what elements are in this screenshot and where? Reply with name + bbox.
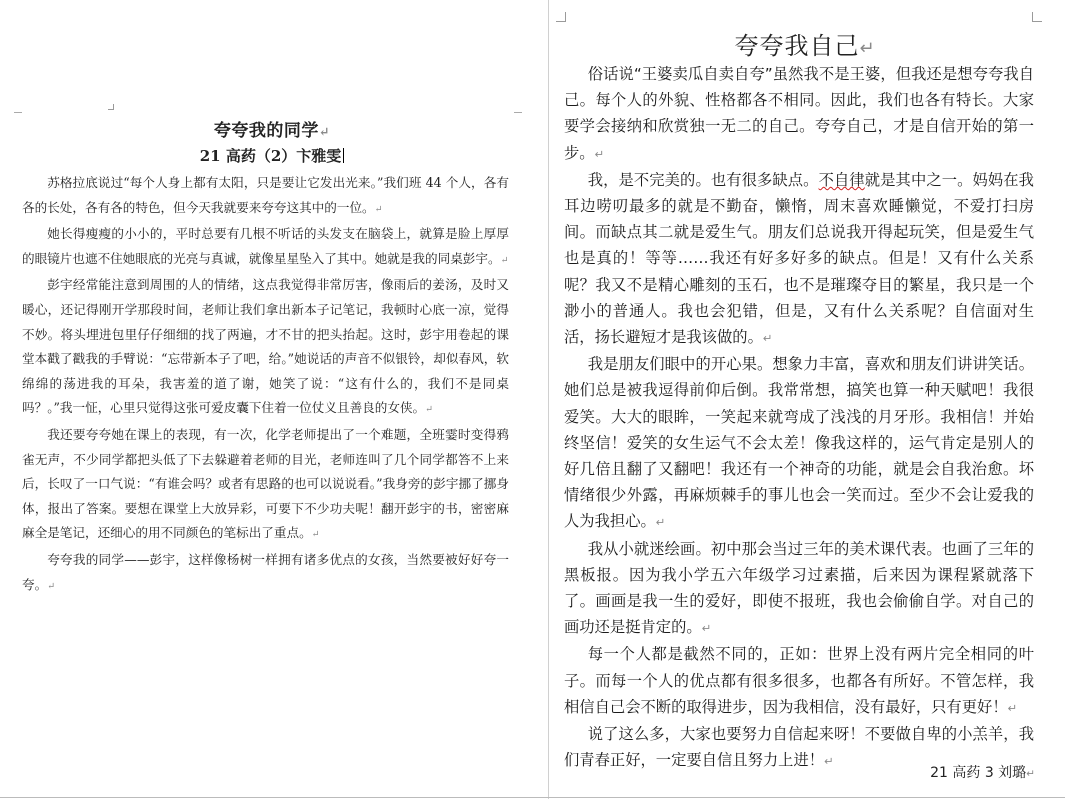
left-paragraph[interactable]: 苏格拉底说过“每个人身上都有太阳，只是要让它发出光来。”我们班 44 个人，各有各的长处，各有各的特色，但今天我就要来夸夸这其中的一位。↵ [22,175,509,215]
left-paragraph[interactable]: 彭宇经常能注意到周围的人的情绪，这点我觉得非常厉害，像雨后的姜汤，及时又暖心，还记得刚开学那段时间，老师让我们拿出新本子记笔记，我顿时心底一凉，觉得不妙。将头埋进包里仔仔细细的找了两遍，才不甘的把头抬起。这时，彭宇用卷起的课堂本戳了戳我的手臂说：“忘带新本子了吧，给。”她说话的声音不似银铃，却似春风，软绵绵的荡进我的耳朵，我害羞的道了谢，她笑了说：“这有什么的，我们不是同桌吗？。”我一怔，心里只觉得这张可爱皮囊下住着一位仗义且善良的女侠。↵ [22,277,509,416]
paragraph-mark: ↵ [47,580,56,592]
crop-mark-right-page-top-right [1032,12,1042,22]
left-paragraph[interactable]: 她长得瘦瘦的小小的，平时总要有几根不听话的头发支在脑袋上，就算是脸上厚厚的眼镜片也遮不住她眼底的光亮与真诚，就像星星坠入了其中。她就是我的同桌彭宇。↵ [22,226,509,266]
paragraph-mark: ↵ [500,254,509,266]
right-paragraph[interactable]: 俗话说“王婆卖瓜自卖自夸”虽然我不是王婆，但我还是想夸夸我自己。每个人的外貌、性格都各不相同。因此，我们也各有特长。大家要学会接纳和欣赏独一无二的自己。夸夸自己，才是自信开始的第一步。↵ [564,65,1034,162]
paragraph-mark: ↵ [859,38,876,59]
right-doc-title[interactable]: 夸夸我自己↵ [734,32,876,60]
paragraph-mark: ↵ [594,146,605,161]
paragraph-mark: ↵ [655,515,666,530]
crop-mark-right-page-top-left [556,12,566,22]
paragraph-mark: ↵ [311,529,320,541]
right-paragraph[interactable]: 我是朋友们眼中的开心果。想象力丰富，喜欢和朋友们讲讲笑话。她们总是被我逗得前仰后倒。我常常想，搞笑也算一种天赋吧！我很爱笑。大大的眼眸，一笑起来就弯成了浅浅的月牙形。我相信！并始终坚信！爱笑的女生运气不会太差！像我这样的，运气肯定是别人的好几倍且翻了又翻吧！我还有一个神奇的功能，就是会自我治愈。坏情绪很少外露，再麻烦棘手的事儿也会一笑而过。至少不会让爱我的人为我担心。↵ [564,355,1034,531]
crop-mark-left-page-top-left [14,112,22,113]
left-paragraph[interactable]: 夸夸我的同学——彭宇，这样像杨树一样拥有诸多优点的女孩，当然要被好好夸一夸。↵ [22,551,509,592]
crop-mark-left-page-top-center [108,104,114,110]
paragraph-mark: ↵ [824,754,834,769]
left-doc-author[interactable]: 21 高药（2）卞雅雯 [22,145,522,166]
crop-mark-left-page-top-right [514,112,522,113]
right-paragraph[interactable]: 说了这么多，大家也要努力自信起来呀！不要做自卑的小羔羊，我们青春正好，一定要自信且努力上进！↵ [564,725,1034,770]
paragraph-mark: ↵ [701,621,712,636]
paragraph-mark: ↵ [425,404,434,416]
left-doc-body[interactable] [22,171,509,599]
paragraph-mark: ↵ [318,125,331,140]
paragraph-mark: ↵ [1007,700,1018,715]
left-doc-title[interactable]: 夸夸我的同学↵ [213,121,331,141]
spelling-error-underline[interactable]: 不自律 [818,170,865,189]
paragraph-mark: ↵ [374,203,383,215]
page-bottom-divider [0,797,1065,798]
paragraph-text-continued: 就是其中之一。妈妈在我耳边唠叨最多的就是不勤奋，懒惰，周末喜欢睡懒觉，不爱打扫房间。而缺点其二就是爱生气。朋友们总说我开得起玩笑，但是爱生气也是真的！等等……我还有好多好多的缺点。但是！又有什么关系呢？我又不是精心雕刻的玉石，也不是璀璨夺目的繁星，我只是一个渺小的普通人。我也会犯错，但是，又有什么关系呢？自信面对生活，扬长避短才是我该做的。 [564,170,1034,347]
right-paragraph[interactable]: 我，是不完美的。也有很多缺点。不自律就是其中之一。妈妈在我耳边唠叨最多的就是不勤奋，懒惰，周末喜欢睡懒觉，不爱打扫房间。而缺点其二就是爱生气。朋友们总说我开得起玩笑，但是爱生气也是真的！等等……我还有好多好多的缺点。但是！又有什么关系呢？我又不是精心雕刻的玉石，也不是璀璨夺目的繁星，我只是一个渺小的普通人。我也会犯错，但是，又有什么关系呢？自信面对生活，扬长避短才是我该做的。↵ [564,170,1034,347]
left-paragraph[interactable]: 我还要夸夸她在课上的表现，有一次，化学老师提出了一个难题，全班霎时变得鸦雀无声，不少同学都把头低了下去躲避着老师的目光，老师连叫了几个同学都答不上来后，长叹了一口气说：“有谁会吗？或者有思路的也可以说说看。”我身旁的彭宇挪了挪身体，报出了答案。要想在课堂上大放异彩，可要下不少功夫呢！翻开彭宇的书，密密麻麻全是笔记，还细心的用不同颜色的笔标出了重点。↵ [22,426,509,541]
paragraph-mark: ↵ [1026,768,1035,780]
right-paragraph[interactable]: 每一个人都是截然不同的，正如：世界上没有两片完全相同的叶子。而每一个人的优点都有很多很多，也都各有所好。不管怎样，我相信自己会不断的取得进步，因为我相信，没有最好，只有更好！↵ [564,645,1034,716]
right-paragraph[interactable]: 我从小就迷绘画。初中那会当过三年的美术课代表。也画了三年的黑板报。因为我小学五六年级学习过素描，后来因为课程紧就落下了。画画是我一生的爱好，即使不报班，我也会偷偷自学。对自己的画功还是挺肯定的。↵ [564,539,1034,637]
right-doc-body[interactable] [564,61,1034,774]
text-cursor [343,148,344,163]
right-doc-signature[interactable]: 21 高药 3 刘璐↵ [930,765,1035,781]
paragraph-mark: ↵ [762,331,773,346]
